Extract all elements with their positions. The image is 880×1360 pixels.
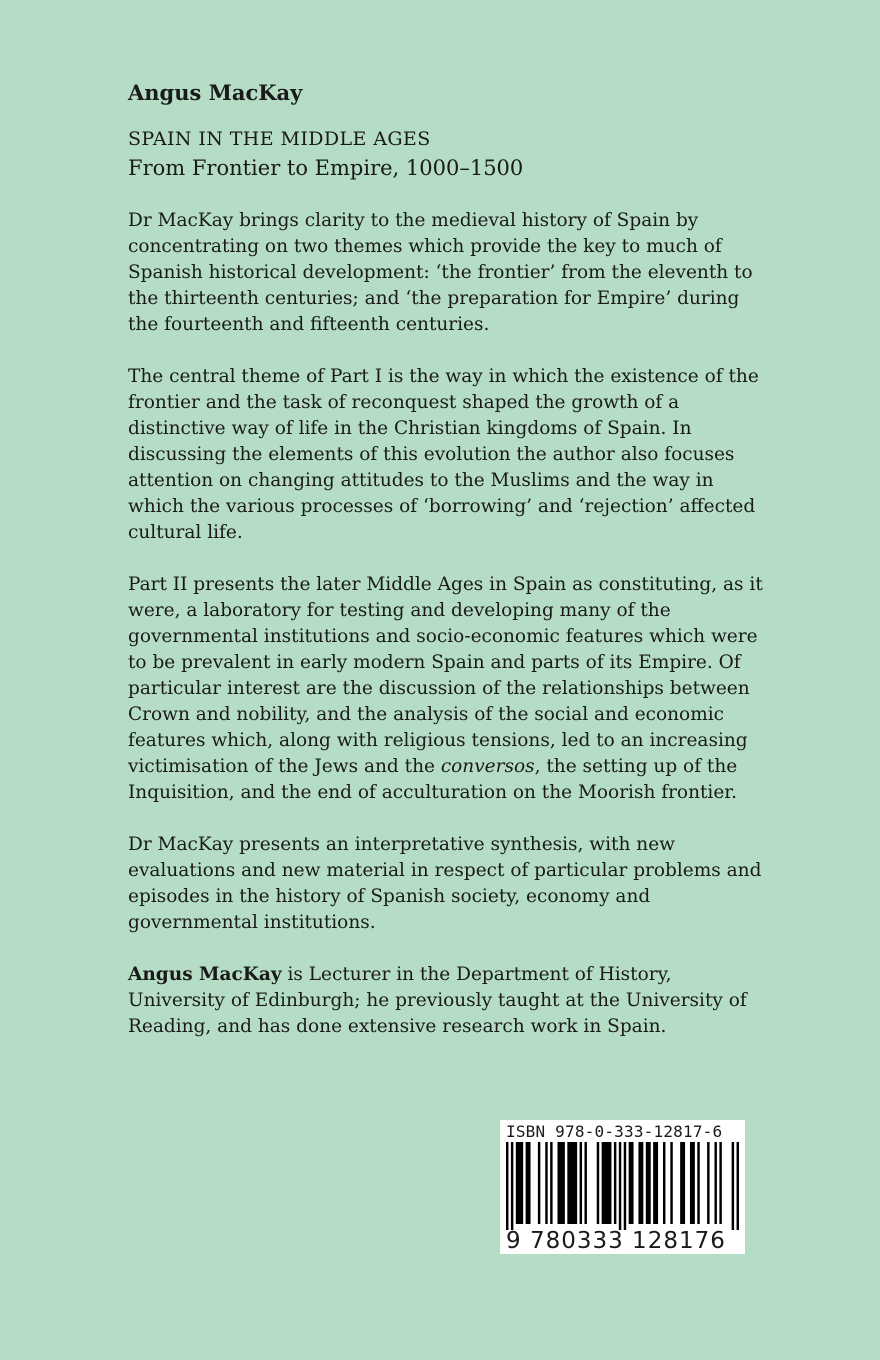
barcode-bar-4 [538, 1142, 540, 1224]
barcode-bar-12 [602, 1142, 612, 1224]
barcode-bar-16 [629, 1142, 634, 1224]
author-bio [128, 962, 768, 1040]
blurb-paragraph-4: Dr MacKay presents an interpretative synthesis, with new evaluations and new material in respect of particular problems and episodes in the history of Spanish society, economy and governmental institutions. [128, 834, 762, 933]
blurb [128, 208, 768, 1040]
barcode-bar-23 [690, 1142, 695, 1224]
isbn-barcode [500, 1120, 745, 1254]
conversos-term: conversos [440, 756, 535, 777]
barcode-bar-3 [526, 1142, 531, 1224]
barcode-bar-25 [707, 1142, 709, 1224]
barcode-bar-27 [719, 1142, 721, 1224]
barcode-bar-10 [584, 1142, 586, 1224]
barcode-bar-22 [680, 1142, 685, 1224]
barcode-bar-2 [516, 1142, 523, 1224]
barcode-bar-24 [697, 1142, 699, 1224]
barcode-bar-5 [545, 1142, 547, 1224]
isbn-label: ISBN 978-0-333-12817-6 [506, 1122, 723, 1141]
barcode-bar-9 [580, 1142, 582, 1224]
barcode-bar-15 [624, 1142, 626, 1230]
barcode-bar-8 [567, 1142, 577, 1224]
book-title: SPAIN IN THE MIDDLE AGES [128, 128, 431, 150]
author-bio-name: Angus MacKay [128, 964, 282, 985]
barcode-bar-13 [614, 1142, 616, 1224]
barcode-bar-1 [511, 1142, 513, 1230]
barcode-bar-20 [663, 1142, 665, 1224]
barcode-bar-6 [550, 1142, 552, 1224]
blurb-paragraph-1: Dr MacKay brings clarity to the medieval history of Spain by concentrating on two themes which provide the key to much of Spanish historical development: ‘the frontier’ from the eleventh to the thirteenth centuries; and ‘the preparation for Empire’ during the fourteenth and fifteenth centuries. [128, 210, 753, 335]
blurb-paragraph-3-text-b: , the setting up of the Inquisition, and the end of acculturation on the Moorish frontier. [128, 756, 738, 803]
barcode-bar-29 [737, 1142, 739, 1230]
barcode-bar-11 [597, 1142, 599, 1224]
blurb-paragraph-2: The central theme of Part I is the way in which the existence of the frontier and the task of reconquest shaped the growth of a distinctive way of life in the Christian kingdoms of Spain. In discussing the elements of this evolution the author also focuses attention on changing attitudes to the Muslims and the way in which the various processes of ‘borrowing’ and ‘rejection’ affected cultural life. [128, 366, 759, 543]
ean-digits: 9 780333 128176 [506, 1228, 726, 1254]
barcode-bar-18 [646, 1142, 651, 1224]
barcode-bar-7 [558, 1142, 565, 1224]
barcode-bar-14 [619, 1142, 621, 1230]
barcode-bar-21 [670, 1142, 672, 1224]
blurb-paragraph-3 [128, 572, 768, 806]
barcode-bar-26 [714, 1142, 716, 1224]
author-name: Angus MacKay [128, 80, 303, 105]
barcode-bar-19 [653, 1142, 658, 1224]
book-subtitle: From Frontier to Empire, 1000–1500 [128, 156, 524, 180]
barcode-bar-0 [506, 1142, 508, 1230]
barcode-bars [506, 1142, 739, 1230]
blurb-paragraph-3-text-a: Part II presents the later Middle Ages in Spain as constituting, as it were, a laboratory for testing and developing many of the governmental institutions and socio-economic features which were to be prevalent in early modern Spain and parts of its Empire. Of particular interest are the discussion of the relationships between Crown and nobility, and the analysis of the social and economic features which, along with religious tensions, led to an increasing victimisation of the Jews and the [128, 574, 763, 777]
barcode-bar-17 [638, 1142, 643, 1224]
author-bio-text: is Lecturer in the Department of History, University of Edinburgh; he previously taught at the University of Reading, and has done extensive research work in Spain. [128, 964, 747, 1037]
barcode-bar-28 [732, 1142, 734, 1230]
